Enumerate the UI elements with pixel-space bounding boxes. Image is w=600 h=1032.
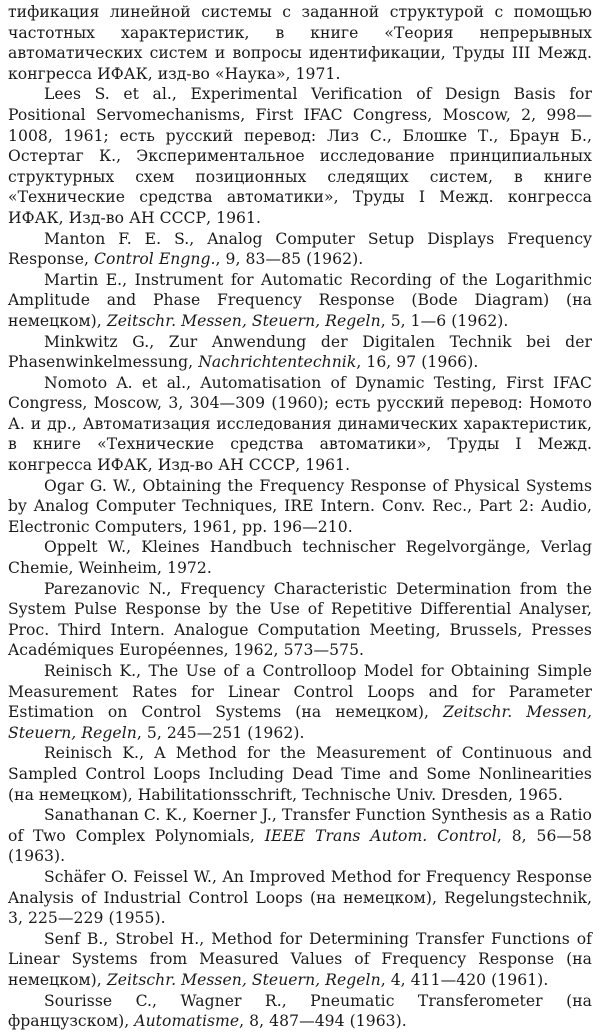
reference-text: Schäfer O. Feissel W., An Improved Method for Frequency Response Analysis of Industrial Control Loops (на немецком), Regelungstechnik, 3, 225—229 (1955). xyxy=(8,867,592,928)
reference-text: , 8, 56—58 (1963). xyxy=(8,826,593,866)
reference-entry xyxy=(8,229,592,270)
reference-text: Manton F. E. S., Analog Computer Setup Displays Frequency Response, xyxy=(8,229,592,269)
reference-text: Sourisse C., Wagner R., Pneumatic Transferometer (на французском), xyxy=(8,991,592,1031)
reference-entry xyxy=(8,270,592,332)
journal-title: Automatisme xyxy=(134,1012,240,1031)
reference-entry xyxy=(8,805,592,867)
reference-entry xyxy=(8,537,592,578)
reference-entry xyxy=(8,373,592,476)
journal-title: IEEE Trans Autom. Control xyxy=(264,826,497,845)
journal-title: Control Engng. xyxy=(94,250,216,269)
reference-text: Senf B., Strobel H., Method for Determining Transfer Functions of Linear Systems from Measured Values of Frequency Response (на немецком), xyxy=(8,929,592,989)
reference-entry xyxy=(8,991,592,1032)
reference-text: тификация линейной системы с заданной структурой с помощью частотных характеристик, в книге «Теория непрерывных автоматических систем и вопросы идентификации, Труды III Межд. конгресса ИФАК, изд-во «Наука», 1971. xyxy=(8,3,592,83)
reference-entry xyxy=(8,2,592,84)
reference-entry xyxy=(8,579,592,661)
journal-title: Nachrichtentechnik xyxy=(198,353,357,372)
reference-entry xyxy=(8,476,592,538)
reference-text: Sanathanan C. K., Koerner J., Transfer Function Synthesis as a Ratio of Two Complex Polynomials, xyxy=(8,806,592,845)
journal-title: Zeitschr. Messen, Steuern, Regeln xyxy=(8,703,593,742)
reference-text: , 5, 245—251 (1962). xyxy=(136,723,305,742)
journal-title: Zeitschr. Messen, Steuern, Regeln xyxy=(106,311,381,330)
reference-entry xyxy=(8,867,592,929)
reference-entry xyxy=(8,332,592,373)
reference-text: Reinisch K., The Use of a Controlloop Model for Obtaining Simple Measurement Rates for Linear Control Loops and for Parameter Estimation on Control Systems (на немецком), xyxy=(8,662,592,722)
reference-text: Reinisch K., A Method for the Measurement of Continuous and Sampled Control Loops Including Dead Time and Some Nonlinearities (на немецком), Habilitationsschrift, Technische Univ. Dresden, 1965. xyxy=(8,744,592,804)
reference-entry xyxy=(8,743,592,805)
reference-entry xyxy=(8,929,592,991)
reference-text: , 5, 1—6 (1962). xyxy=(380,311,509,330)
reference-text: , 16, 97 (1966). xyxy=(356,353,479,372)
reference-text: Parezanovic N., Frequency Characteristic Determination from the System Pulse Response by the Use of Repetitive Differential Analyser, Proc. Third Intern. Analogue Computation Meeting, Brussels, Presses Académiques Européennes, 1962, 573—575. xyxy=(8,579,592,660)
reference-text: , 8, 487—494 (1963). xyxy=(239,1012,407,1031)
reference-text: Lees S. et al., Experimental Verification of Design Basis for Positional Servomechanisms, First IFAC Congress, Moscow, 2, 998—1008, 1961; есть русский перевод: Лиз С., Блошке Т., Браун Б., Остертаг К., Экспериментальное исследование принципиальных структурных схем позиционных следящих систем, в книге «Технические средства автоматики», Труды I Межд. конгресса ИФАК, Изд-во АН СССР, 1961. xyxy=(8,85,592,227)
reference-entry xyxy=(8,661,592,743)
reference-text: Ogar G. W., Obtaining the Frequency Response of Physical Systems by Analog Computer Techniques, IRE Intern. Conv. Rec., Part 2: Audio, Electronic Computers, 1961, pp. 196—210. xyxy=(8,476,592,536)
reference-text: Nomoto A. et al., Automatisation of Dynamic Testing, First IFAC Congress, Moscow, 3, 304—309 (1960); есть русский перевод: Номото А. и др., Автоматизация исследования динамических характеристик, в книге «Технические средства автоматики», Труды I Межд. конгресса ИФАК, Изд-во АН СССР, 1961. xyxy=(8,373,592,475)
reference-text: , 4, 411—420 (1961). xyxy=(380,970,549,989)
reference-text: Martin E., Instrument for Automatic Recording of the Logarithmic Amplitude and Phase Frequency Response (Bode Diagram) (на немецком), xyxy=(8,270,592,330)
journal-title: Zeitschr. Messen, Steuern, Regeln xyxy=(106,970,381,989)
reference-text: , 9, 83—85 (1962). xyxy=(215,250,364,269)
reference-text: Minkwitz G., Zur Anwendung der Digitalen Technik bei der Phasenwinkelmessung, xyxy=(8,332,592,372)
reference-entry xyxy=(8,84,592,228)
reference-text: Oppelt W., Kleines Handbuch technischer Regelvorgänge, Verlag Chemie, Weinheim, 1972. xyxy=(8,538,592,578)
